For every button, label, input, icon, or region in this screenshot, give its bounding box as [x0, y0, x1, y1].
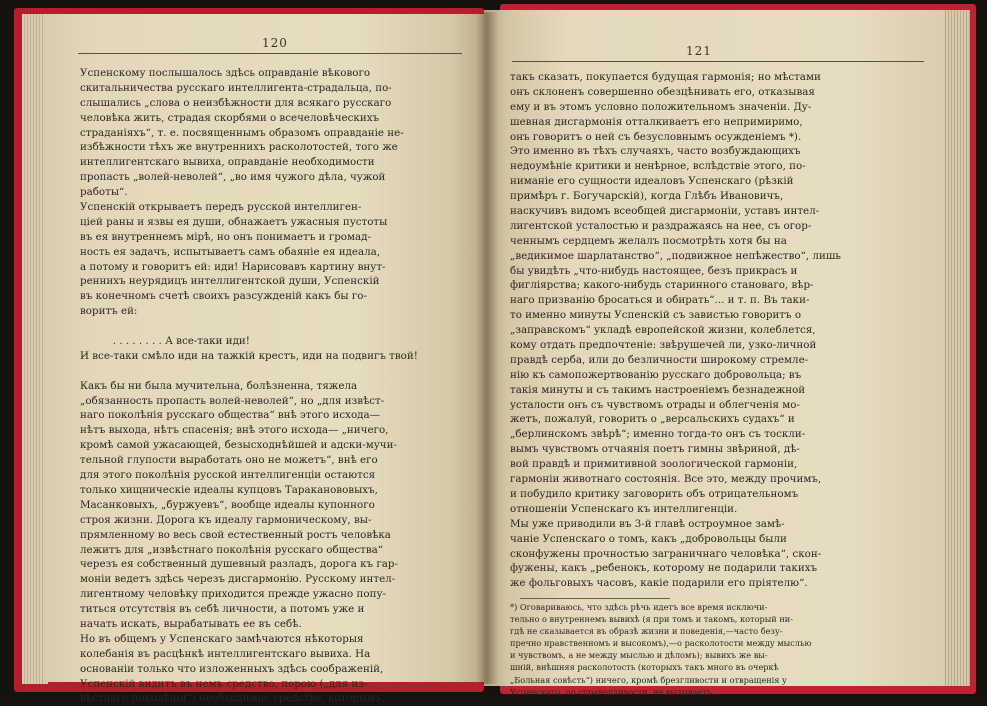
footnote-line: гдѣ не сказывается въ образѣ жизни и поведенія,—часто безу-: [510, 626, 783, 637]
footnote-line: шній, внѣшняя расколотость (которыхъ такъ много въ очеркѣ: [510, 662, 779, 673]
text-line: [80, 364, 472, 379]
text-line: избѣжности тѣхъ же внутреннихъ расколотостей, того же: [80, 141, 398, 154]
footnote-line: *) Оговариваюсь, что здѣсь рѣчь идетъ все время исключи-: [510, 602, 768, 612]
text-line: нію къ самопожертвованію русскаго добровольца; въ: [510, 368, 802, 381]
text-line: Успенскій открываетъ передъ русской интеллиген-: [80, 201, 362, 214]
text-line: [80, 319, 472, 334]
text-line: а потому и говоритъ ей: иди! Нарисовавъ картину внут-: [80, 260, 386, 273]
text-line: вѣстнаго поколѣнія“) необходимое средство, которымъ,: [80, 692, 386, 705]
text-line: „заправскомъ“ укладѣ европейской жизни, колеблется,: [510, 324, 816, 337]
text-line: реннихъ неурядицъ интеллигентской души, Успенскій: [80, 275, 380, 288]
text-line: онъ говоритъ о ней съ безусловнымъ осужденіемъ *).: [510, 130, 802, 143]
text-line: слышались „слова о неизбѣжности для всякаго русскаго: [80, 96, 392, 109]
text-line: то именно минуты Успенскій съ завистью говоритъ о: [510, 309, 802, 322]
text-line: наго поколѣнія русскаго общества“ внѣ этого исхода—: [80, 409, 380, 422]
text-line: недоумѣніе критики и ненѣрное, вслѣдствіе этого, по-: [510, 160, 806, 173]
text-line: фигліярства; какого-нибудь старинного становаго, вѣр-: [510, 279, 814, 292]
text-line: усталости онъ съ чувствомъ отрады и облегченія мо-: [510, 398, 800, 411]
text-line: скитальничества русскаго интеллигента-страдальца, по-: [80, 81, 392, 94]
text-line: сконфужены прочностью заграничнаго человѣка“, скон-: [510, 547, 822, 560]
text-line: чаніе Успенскаго о томъ, какъ „добровольцы были: [510, 532, 787, 545]
footnote-line: пречно нравственномъ и высокомъ),—о расколотости между мыслью: [510, 638, 812, 649]
text-line: вой правдѣ и примитивной зоологической гармоніи,: [510, 458, 798, 471]
text-line: . . . . . . . . А все-таки иди!: [80, 335, 250, 348]
text-line: шевная дисгармонія отталкиваетъ его непримиримо,: [510, 115, 803, 128]
text-line: моніи ведетъ здѣсь черезъ дисгармонію. Русскому интел-: [80, 573, 396, 586]
text-line: такъ сказать, покупается будущая гармонія; но мѣстами: [510, 71, 821, 83]
text-line: вымъ чувствомъ отчаянія поетъ гимны звѣриной, дѣ-: [510, 443, 800, 456]
text-line: Масанковыхъ, „буржуевъ“, вообще идеалы купонного: [80, 498, 375, 511]
footnote-rule: [520, 598, 670, 599]
footnote-line: Успенскаго, по справедливости, не вызываетъ.: [510, 686, 715, 697]
text-line: начать искать, вырабатывать ее въ себѣ.: [80, 617, 302, 630]
text-line: Но въ общемъ у Успенскаго замѣчаются нѣкоторыя: [80, 632, 364, 645]
text-line: колебанія въ расцѣнкѣ интеллигентскаго вывиха. На: [80, 647, 371, 660]
text-line: и побудило критику заговорить объ отрицательномъ: [510, 487, 799, 500]
left-header-rule: [78, 53, 462, 54]
text-line: пропасть „волей-неволей“, „во имя чужого дѣла, чужой: [80, 171, 386, 184]
footnote: [510, 601, 930, 698]
text-line: „берлинскомъ звѣрѣ“; именно тогда-то онъ съ тоскли-: [510, 428, 806, 441]
text-line: кромѣ самой ужасающей, безысходнѣйшей и адски-мучи-: [80, 439, 397, 452]
text-line: интеллигентскаго вывиха, оправданіе необходимости: [80, 156, 375, 169]
text-line: Какъ бы ни была мучительна, болѣзненна, тяжела: [80, 379, 358, 392]
text-line: „ведикимое шарлатанство“, „подвижное непѣжество“, лишь: [510, 249, 841, 262]
text-line: наскучивъ видомъ всеобщей дисгармоніи, уставъ интел-: [510, 205, 820, 218]
left-page-number: 120: [262, 36, 288, 50]
text-line: въ конечномъ счетѣ своихъ разсужденій какъ бы го-: [80, 290, 367, 303]
text-line: ему и въ этомъ условно положительномъ значеніи. Ду-: [510, 100, 812, 113]
text-line: фужены, какъ „ребенокъ, которому не подарили такихъ: [510, 562, 818, 575]
text-line: только хищническіе идеалы купцовъ Тараканововыхъ,: [80, 483, 378, 496]
text-line: Успенскому послышалось здѣсь оправданіе вѣкового: [80, 67, 371, 79]
text-line: Успенскій видитъ въ немъ средство, порою („для из-: [80, 677, 368, 690]
text-line: жетъ, пожалуй, говорить о „версальскихъ судахъ“ и: [510, 413, 795, 426]
right-page-body: [510, 70, 930, 591]
text-line: гармоніи животнаго состоянія. Все это, между прочимъ,: [510, 473, 822, 486]
text-line: для этого поколѣнія русской интеллигенціи остаются: [80, 469, 376, 482]
text-line: ціей раны и язвы ея души, обнажаетъ ужасныя пустоты: [80, 215, 388, 228]
text-line: титься отсутствія въ себѣ личности, а потомъ уже и: [80, 603, 365, 616]
text-line: „обязанность пропасть волей-неволей“, но „для извѣст-: [80, 394, 385, 407]
text-line: прямленному во весь свой естественный ростъ человѣка: [80, 528, 391, 541]
text-line: примѣръ г. Богучарскій), когда Глѣбъ Ивановичъ,: [510, 190, 784, 203]
text-line: наго призванію бросаться и обирать“... и т. п. Въ таки-: [510, 294, 810, 307]
text-line: страданіяхъ“, т. е. посвященнымъ образомъ оправданіе не-: [80, 126, 404, 139]
footnote-line: „Больная совѣсть“) ничего, кромѣ брезгливости и отвращенія у: [510, 674, 787, 685]
text-line: человѣка жить, страдая скорбями о всечеловѣческихъ: [80, 111, 380, 124]
left-page-body: [80, 66, 472, 706]
text-line: основаніи только что изложенныхъ здѣсь соображеній,: [80, 662, 384, 675]
text-line: онъ склоненъ совершенно обезцѣнивать его, отказывая: [510, 85, 815, 98]
text-line: И все-таки смѣло иди на тажкій крестъ, иди на подвигъ твой!: [80, 349, 418, 362]
text-line: Это именно въ тѣхъ случаяхъ, часто возбуждающихъ: [510, 145, 801, 158]
text-line: лигентному человѣку приходится прежде ужасно попу-: [80, 588, 386, 601]
text-line: же фольговыхъ часовъ, какіе подарили его пріятелю“.: [510, 577, 808, 590]
text-line: въ ея внутреннемъ мірѣ, но онъ понимаетъ и громад-: [80, 230, 371, 243]
text-line: такія минуты и съ такимъ настроеніемъ безнадежной: [510, 383, 806, 396]
right-header-rule: [512, 61, 924, 62]
text-line: воритъ ей:: [80, 305, 138, 318]
text-line: Мы уже приводили въ 3-й главѣ остроумное замѣ-: [510, 517, 785, 530]
text-line: отношеніи Успенскаго къ интеллигенціи.: [510, 502, 738, 515]
book-gutter: [476, 12, 498, 684]
text-line: кому отдать предпочтеніе: звѣрушечей ли, узко-личной: [510, 339, 817, 352]
footnote-line: и чувствомъ, а не между мыслью и дѣломъ); вывихъ же вы-: [510, 650, 768, 661]
text-line: правдѣ серба, или до безличности широкому стремле-: [510, 353, 809, 366]
text-line: нѣтъ выхода, нѣтъ спасенія; внѣ этого исхода— „ничего,: [80, 424, 389, 437]
text-line: ность ея задачъ, испытываетъ самъ обаяніе ея идеала,: [80, 245, 381, 258]
text-line: ниманіе его сущности идеаловъ Успенскаго (рѣзкій: [510, 175, 794, 188]
text-line: бы увидѣть „что-нибудь настоящее, безъ прикрасъ и: [510, 264, 798, 277]
footnote-line: тельно о внутреннемъ вывихѣ (я при томъ и такомъ, который ни-: [510, 614, 794, 625]
text-line: лигентской усталостью и раздражаясь на нее, съ огор-: [510, 219, 812, 232]
text-line: работы“.: [80, 186, 128, 199]
right-page-number: 121: [686, 44, 712, 58]
page-edges-right: [940, 10, 970, 686]
text-line: лежитъ для „извѣстнаго поколѣнія русскаго общества“: [80, 543, 384, 556]
text-line: ченнымъ сердцемъ желалъ посмотрѣть хотя бы на: [510, 234, 787, 247]
text-line: тельной глупости выработать оно не можетъ“, внѣ его: [80, 454, 378, 467]
text-line: черезъ ея собственный душевный разладъ, дорога къ гар-: [80, 558, 398, 571]
text-line: строя жизни. Дорога къ идеалу гармоническому, вы-: [80, 513, 372, 526]
